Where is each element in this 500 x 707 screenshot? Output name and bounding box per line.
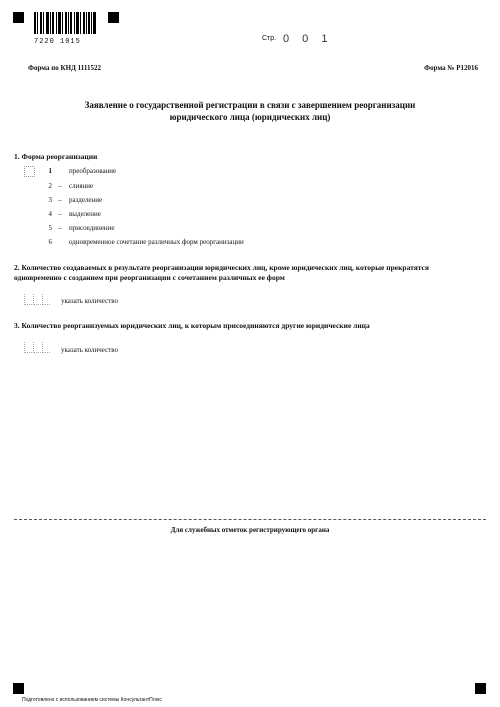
option-label: выделение <box>69 210 101 218</box>
section-2-heading-line-1: 2. Количество создаваемых в результате реорганизации юридических лиц, кроме юридических лиц, которые прекратятся <box>14 263 429 272</box>
option-label: разделение <box>69 196 103 204</box>
option-dash: – <box>58 210 62 218</box>
option-label: преобразование <box>69 167 117 175</box>
form-knd-code: Форма по КНД 1111522 <box>28 64 101 72</box>
option-label: присоединение <box>69 224 115 232</box>
option-label: одновременное сочетание различных форм реорганизации <box>69 238 244 246</box>
service-area-label: Для служебных отметок регистрирующего органа <box>170 526 330 534</box>
section-2-heading-line-2: одновременно с созданием при реорганизации с сочетанием различных ее форм <box>14 273 285 282</box>
section-3-heading: 3. Количество реорганизуемых юридических лиц, к которым присоединяются другие юридические лица <box>14 321 370 330</box>
corner-marker-top-right <box>108 12 119 23</box>
option-dash: – <box>58 182 62 190</box>
option-number: 3 <box>48 196 52 204</box>
page-label: Стр. <box>262 35 277 42</box>
option-number: 5 <box>48 224 52 232</box>
reorganization-form-input[interactable] <box>24 166 35 177</box>
footer-note: Подготовлено с использованием системы КонсультантПлюс <box>22 697 162 703</box>
option-dash: – <box>58 196 62 204</box>
form-number: Форма № Р12016 <box>424 64 478 72</box>
corner-marker-top-left <box>13 12 24 23</box>
option-number: 1 <box>48 167 52 175</box>
option-dash: – <box>58 224 62 232</box>
page-number: 0 0 1 <box>283 33 333 45</box>
service-divider <box>14 519 486 520</box>
section-2-heading <box>14 263 486 283</box>
option-label: слияние <box>69 182 94 190</box>
reorganized-entities-count-input[interactable] <box>24 340 51 352</box>
section-3-hint: указать количество <box>61 346 119 354</box>
title-line-2: юридического лица (юридических лиц) <box>169 112 331 122</box>
barcode <box>34 12 96 34</box>
corner-marker-bottom-left <box>13 683 24 694</box>
option-number: 4 <box>48 210 52 218</box>
document-title <box>0 99 500 123</box>
barcode-digits: 7220 1015 <box>34 38 81 46</box>
option-number: 6 <box>48 238 52 246</box>
section-1-heading: 1. Форма реорганизации <box>14 152 98 161</box>
corner-marker-bottom-right <box>475 683 486 694</box>
created-entities-count-input[interactable] <box>24 292 51 304</box>
option-number: 2 <box>48 182 52 190</box>
title-line-1: Заявление о государственной регистрации в связи с завершением реорганизации <box>84 100 416 110</box>
section-2-hint: указать количество <box>61 297 119 305</box>
